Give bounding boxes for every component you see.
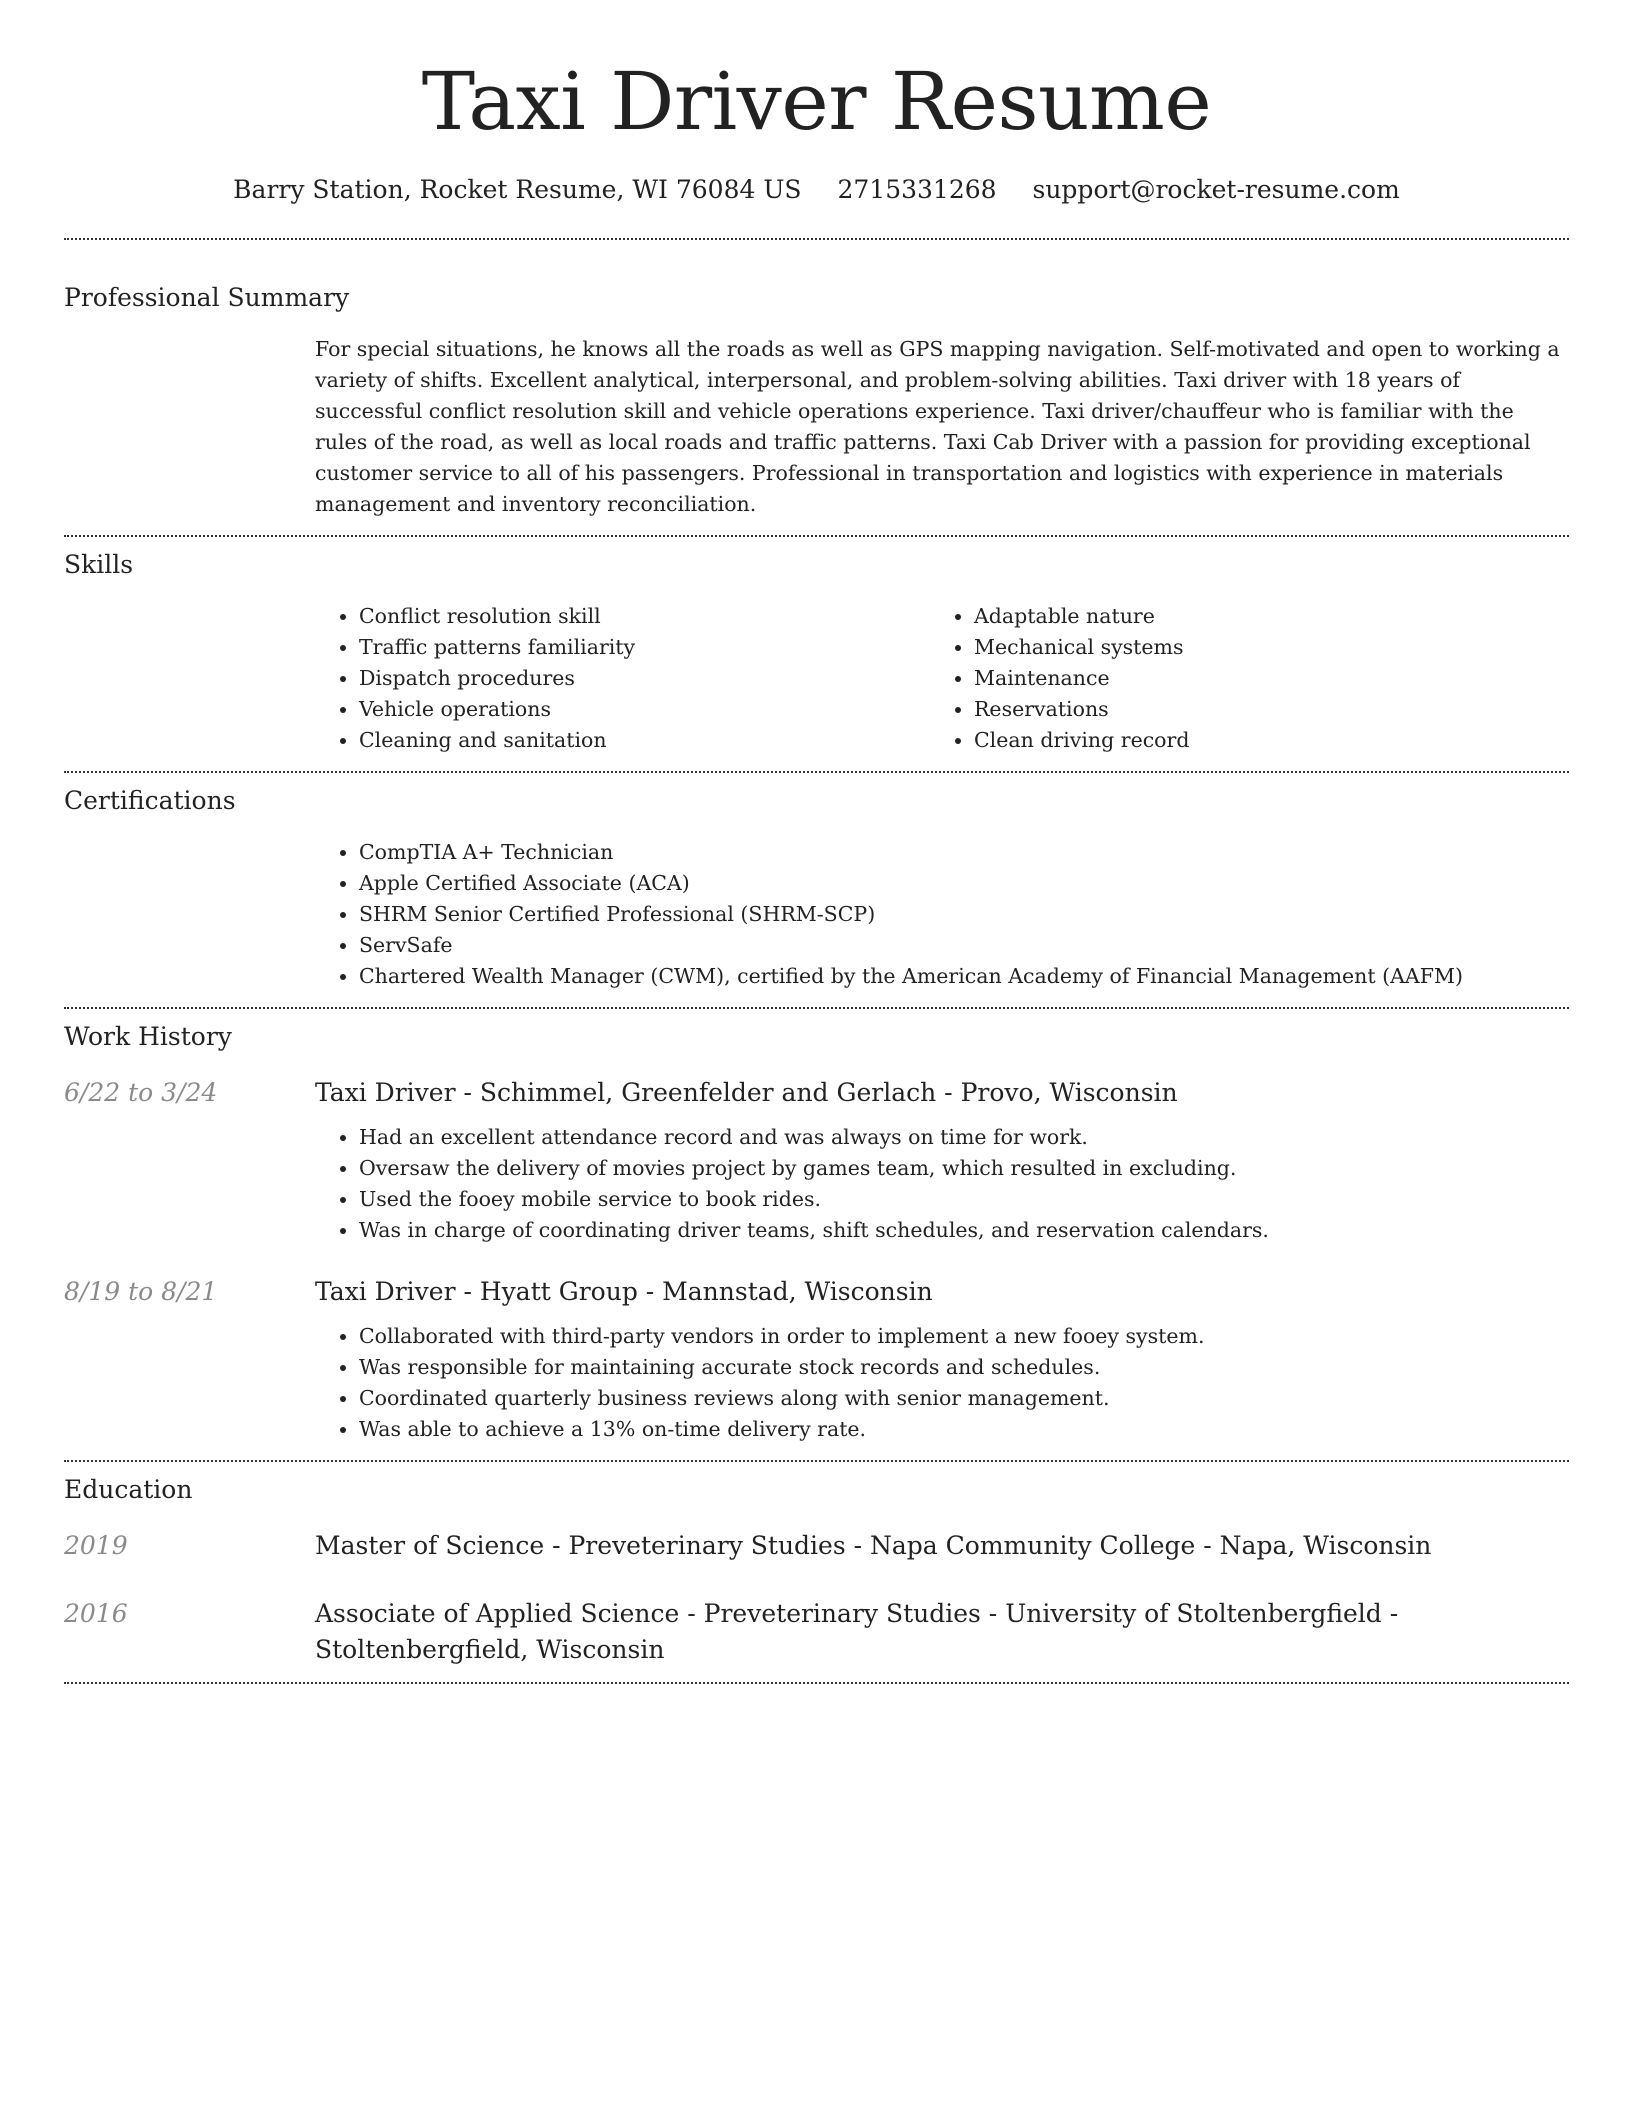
summary-heading: Professional Summary — [64, 283, 350, 312]
job-bullet: • Oversaw the delivery of movies project by games team, which resulted in excluding. — [359, 1153, 1569, 1184]
skills-section — [64, 547, 1569, 756]
summary-section — [64, 280, 1569, 520]
certification-item: • SHRM Senior Certified Professional (SHRM-SCP) — [359, 899, 1569, 930]
divider — [64, 1682, 1569, 1684]
work-history-section — [64, 1019, 1569, 1445]
job-bullets — [315, 1321, 1569, 1445]
skills-heading: Skills — [64, 550, 134, 579]
job-dates: 8/19 to 8/21 — [64, 1277, 218, 1306]
job-entry — [64, 1274, 1569, 1445]
education-year: 2019 — [64, 1531, 128, 1560]
job-bullet: • Had an excellent attendance record and was always on time for work. — [359, 1122, 1569, 1153]
divider — [64, 238, 1569, 240]
job-title: Taxi Driver - Hyatt Group - Mannstad, Wisconsin — [315, 1277, 933, 1306]
certification-item: • Apple Certified Associate (ACA) — [359, 868, 1569, 899]
skill-item: • Adaptable nature — [974, 601, 1545, 632]
skills-column-right — [930, 601, 1545, 756]
skill-item: • Cleaning and sanitation — [359, 725, 930, 756]
contact-email[interactable]: support@rocket-resume.com — [1032, 175, 1400, 204]
skills-list — [315, 601, 1569, 756]
job-body — [315, 1274, 1569, 1445]
job-bullet: • Was able to achieve a 13% on-time delivery rate. — [359, 1414, 1569, 1445]
education-section — [64, 1472, 1569, 1668]
resume-page — [64, 0, 1569, 1684]
skill-item: • Conflict resolution skill — [359, 601, 930, 632]
education-entry — [64, 1596, 1569, 1668]
skill-item: • Mechanical systems — [974, 632, 1545, 663]
education-body — [315, 1528, 1569, 1564]
education-degree: Associate of Applied Science - Preveterinary Studies - University of Stoltenbergfield - Stoltenbergfield, Wisconsin — [315, 1599, 1399, 1664]
education-heading: Education — [64, 1475, 193, 1504]
skill-item: • Clean driving record — [974, 725, 1545, 756]
divider — [64, 771, 1569, 773]
certification-item: • ServSafe — [359, 930, 1569, 961]
contact-line — [64, 172, 1569, 208]
job-body — [315, 1075, 1569, 1246]
job-dates: 6/22 to 3/24 — [64, 1078, 218, 1107]
divider — [64, 1460, 1569, 1462]
resume-title: Taxi Driver Resume — [421, 55, 1212, 148]
education-year: 2016 — [64, 1599, 128, 1628]
contact-address: Barry Station, Rocket Resume, WI 76084 US — [233, 175, 802, 204]
work-history-heading: Work History — [64, 1022, 232, 1051]
certification-item: • CompTIA A+ Technician — [359, 837, 1569, 868]
skills-column-left — [315, 601, 930, 756]
summary-text: For special situations, he knows all the roads as well as GPS mapping navigation. Self-motivated and open to working a variety of shifts. Excellent analytical, interpersonal, and problem-solving abilities. Taxi driver with 18 years of successful conflict resolution skill and vehicle operations experience. Taxi driver/chauffeur who is familiar with the rules of the road, as well as local roads and traffic patterns. Taxi Cab Driver with a passion for providing exceptional customer service to all of his passengers. Professional in transportation and logistics with experience in materials management and inventory reconciliation. — [315, 337, 1560, 516]
certifications-list — [315, 837, 1569, 992]
certifications-section — [64, 783, 1569, 992]
contact-phone[interactable]: 2715331268 — [837, 175, 997, 204]
education-entry — [64, 1528, 1569, 1564]
certification-item: • Chartered Wealth Manager (CWM), certified by the American Academy of Financial Management (AAFM) — [359, 961, 1569, 992]
education-body — [315, 1596, 1569, 1668]
certifications-heading: Certifications — [64, 786, 236, 815]
divider — [64, 535, 1569, 537]
divider — [64, 1007, 1569, 1009]
job-title: Taxi Driver - Schimmel, Greenfelder and Gerlach - Provo, Wisconsin — [315, 1078, 1178, 1107]
education-degree: Master of Science - Preveterinary Studies - Napa Community College - Napa, Wisconsin — [315, 1531, 1432, 1560]
skill-item: • Reservations — [974, 694, 1545, 725]
job-bullet: • Coordinated quarterly business reviews along with senior management. — [359, 1383, 1569, 1414]
skill-item: • Traffic patterns familiarity — [359, 632, 930, 663]
job-bullet: • Collaborated with third-party vendors in order to implement a new fooey system. — [359, 1321, 1569, 1352]
job-bullet: • Used the fooey mobile service to book rides. — [359, 1184, 1569, 1215]
job-bullet: • Was responsible for maintaining accurate stock records and schedules. — [359, 1352, 1569, 1383]
job-bullet: • Was in charge of coordinating driver teams, shift schedules, and reservation calendars. — [359, 1215, 1569, 1246]
skill-item: • Vehicle operations — [359, 694, 930, 725]
job-entry — [64, 1075, 1569, 1246]
job-bullets — [315, 1122, 1569, 1246]
skill-item: • Dispatch procedures — [359, 663, 930, 694]
skill-item: • Maintenance — [974, 663, 1545, 694]
summary-body — [315, 334, 1569, 520]
